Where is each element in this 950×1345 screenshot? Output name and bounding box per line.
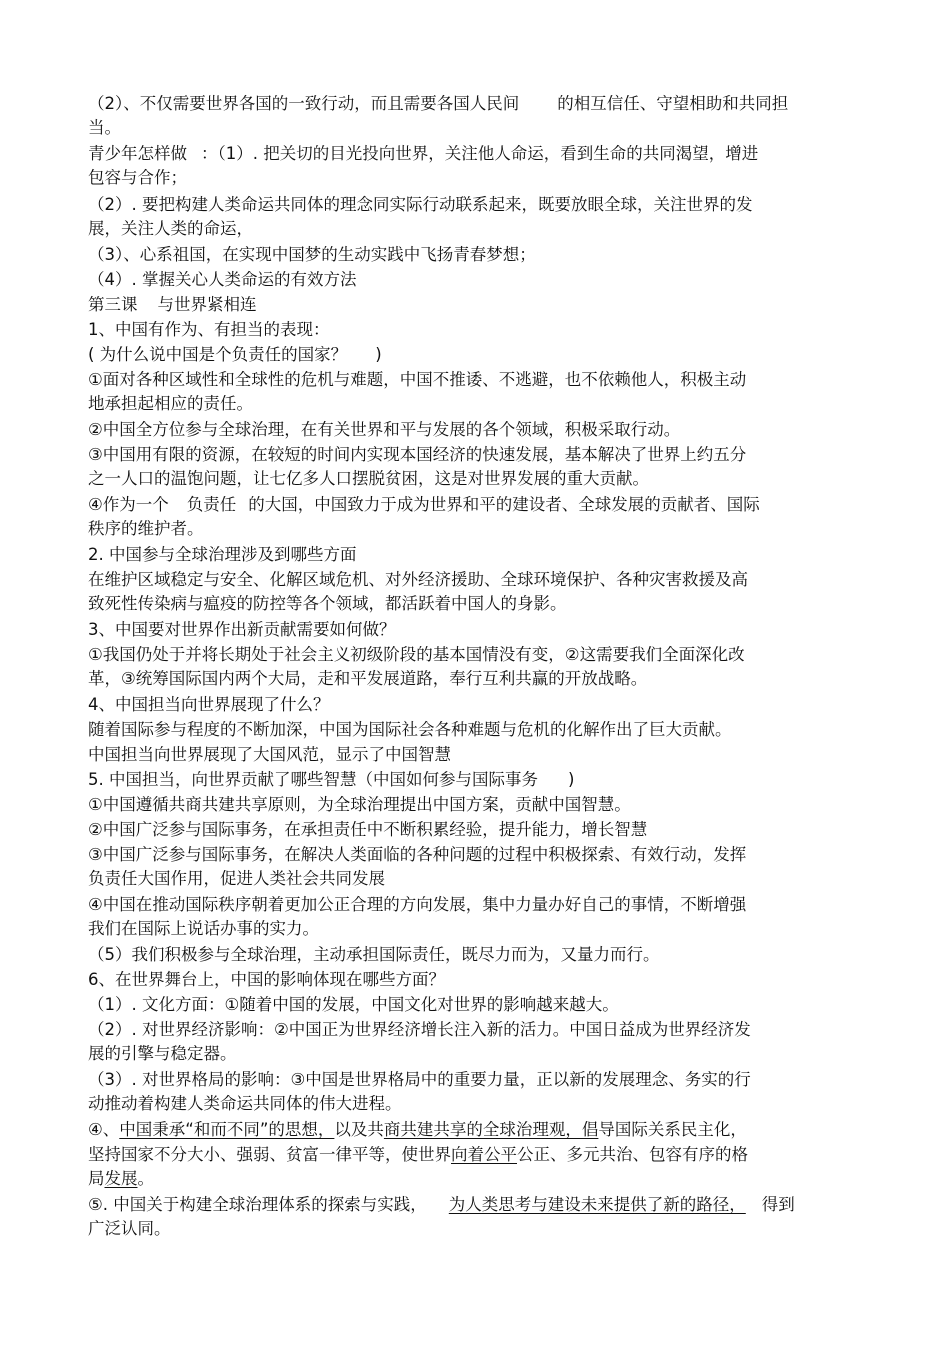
text-line: 动推动着构建人类命运共同体的伟大进程。 (88, 1094, 402, 1113)
text-line: 当。 (88, 118, 121, 137)
text-line: 地承担起相应的责任。 (88, 394, 253, 413)
text-line: （1）. 文化方面：①随着中国的发展，中国文化对世界的影响越来越大。 (88, 995, 619, 1014)
text-line: ②中国全方位参与全球治理，在有关世界和平与发展的各个领域，积极采取行动。 (88, 420, 681, 439)
text-line: （3）、心系祖国，在实现中国梦的生动实践中飞扬青春梦想； (88, 245, 536, 264)
text-line: ④、中国秉承“和而不同”的思想，以及共商共建共享的全球治理观，倡导国际关系民主化， (88, 1120, 747, 1139)
text-line: 包容与合作； (88, 168, 187, 187)
text-line: 广泛认同。 (88, 1219, 171, 1238)
text-line: ④中国在推动国际秩序朝着更加公正合理的方向发展，集中力量办好自己的事情，不断增强 (88, 895, 747, 914)
text-line: （2）、不仅需要世界各国的一致行动，而且需要各国人民间 的相互信任、守望相助和共同担 (88, 94, 789, 113)
underlined-text: 中国秉承“和而不同”的思想， (119, 1120, 335, 1139)
text-line: 秩序的维护者。 (88, 519, 204, 538)
text-line: ①中国遵循共商共建共享原则，为全球治理提出中国方案，贡献中国智慧。 (88, 795, 631, 814)
text-line: （4）. 掌握关心人类命运的有效方法 (88, 270, 357, 289)
underlined-text: 向着公平 (451, 1145, 517, 1164)
section-heading: 6、在世界舞台上，中国的影响体现在哪些方面？ (88, 970, 445, 989)
underlined-text: 商共建共享的全球治理观，倡 (383, 1120, 599, 1139)
text-line: 负责任大国作用，促进人类社会共同发展 (88, 869, 385, 888)
text-line: （3）. 对世界格局的影响：③中国是世界格局中的重要力量，正以新的发展理念、务实的行 (88, 1070, 751, 1089)
text-line: 革，③统筹国际国内两个大局，走和平发展道路，奉行互利共赢的开放战略。 (88, 669, 648, 688)
text-line: ④作为一个 负责任 的大国，中国致力于成为世界和平的建设者、全球发展的贡献者、国际 (88, 495, 760, 514)
text-line: 之一人口的温饱问题，让七亿多人口摆脱贫困，这是对世界发展的重大贡献。 (88, 469, 649, 488)
section-heading: 5. 中国担当，向世界贡献了哪些智慧（中国如何参与国际事务 ) (88, 770, 575, 789)
text-line: ( 为什么说中国是个负责任的国家？ ) (88, 345, 382, 364)
underlined-text: 发展 (104, 1169, 138, 1188)
section-heading: 3、中国要对世界作出新贡献需要如何做？ (88, 620, 396, 639)
text-line: （5）我们积极参与全球治理，主动承担国际责任，既尽力而为，又量力而行。 (88, 945, 660, 964)
text-line: 中国担当向世界展现了大国风范，显示了中国智慧 (88, 745, 451, 764)
text-line: （2）. 要把构建人类命运共同体的理念同实际行动联系起来，既要放眼全球，关注世界的发 (88, 195, 753, 214)
text-line: 坚持国家不分大小、强弱、贫富一律平等，使世界向着公平公正、多元共治、包容有序的格 (88, 1145, 748, 1164)
text-line: ③中国用有限的资源，在较短的时间内实现本国经济的快速发展，基本解决了世界上约五分 (88, 445, 747, 464)
text-line: 展的引擎与稳定器。 (88, 1044, 237, 1063)
text-line: 在维护区域稳定与安全、化解区域危机、对外经济援助、全球环境保护、各种灾害救援及高 (88, 570, 748, 589)
section-heading: 1、中国有作为、有担当的表现： (88, 320, 330, 339)
text-line: 致死性传染病与瘟疫的防控等各个领域，都活跃着中国人的身影。 (88, 594, 567, 613)
text-line: ①我国仍处于并将长期处于社会主义初级阶段的基本国情没有变，②这需要我们全面深化改 (88, 645, 745, 664)
text-line: 局发展。 (88, 1169, 154, 1188)
text-line: 展，关注人类的命运， (88, 219, 253, 238)
text-line: 我们在国际上说话办事的实力。 (88, 919, 319, 938)
text-line: 青少年怎样做 ：（1）. 把关切的目光投向世界，关注他人命运，看到生命的共同渴望，增进 (88, 144, 759, 163)
text-line: 随着国际参与程度的不断加深，中国为国际社会各种难题与危机的化解作出了巨大贡献。 (88, 720, 732, 739)
text-line: ⑤. 中国关于构建全球治理体系的探索与实践， 为人类思考与建设未来提供了新的路径， 得到 (88, 1195, 795, 1214)
text-line: ①面对各种区域性和全球性的危机与难题，中国不推诿、不逃避，也不依赖他人，积极主动 (88, 370, 747, 389)
section-heading: 4、中国担当向世界展现了什么？ (88, 695, 330, 714)
text-line: ②中国广泛参与国际事务，在承担责任中不断积累经验，提升能力，增长智慧 (88, 820, 648, 839)
section-heading: 2. 中国参与全球治理涉及到哪些方面 (88, 545, 357, 564)
text-line: （2）. 对世界经济影响：②中国正为世界经济增长注入新的活力。中国日益成为世界经济发 (88, 1020, 751, 1039)
lesson-heading: 第三课 与世界紧相连 (88, 295, 257, 314)
underlined-text: 为人类思考与建设未来提供了新的路径， (448, 1195, 746, 1214)
text-line: ③中国广泛参与国际事务，在解决人类面临的各种问题的过程中积极探索、有效行动，发挥 (88, 845, 747, 864)
